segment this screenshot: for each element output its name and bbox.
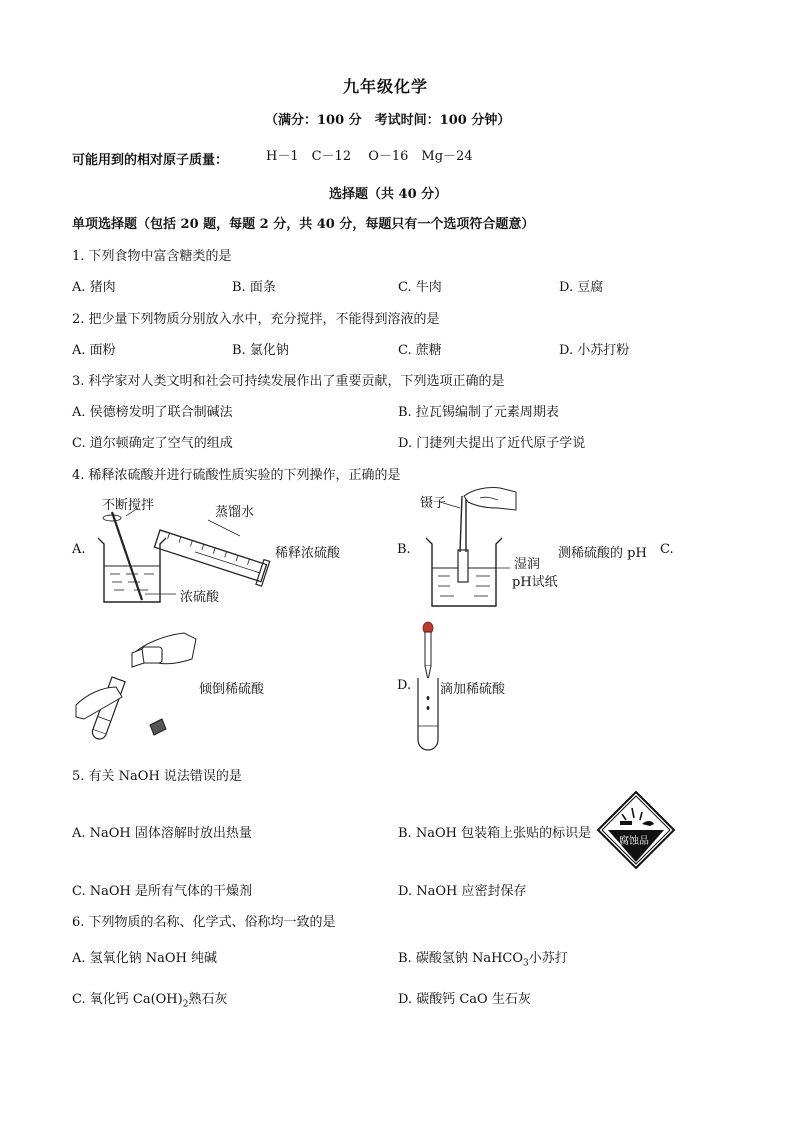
question-6-stem: 6. 下列物质的名称、化学式、俗称均一致的是 — [72, 915, 336, 930]
q6-c-subscript: 2 — [182, 999, 189, 1010]
q2-option-a[interactable]: A. 面粉 — [72, 343, 116, 358]
label-wet: 湿润 — [514, 557, 541, 572]
q6-c-common-name: 熟石灰 — [188, 992, 228, 1007]
q3-option-d[interactable]: D. 门捷列夫提出了近代原子学说 — [398, 436, 586, 451]
q5-option-b[interactable]: B. NaOH 包装箱上张贴的标识是 — [398, 826, 592, 841]
q6-b-subscript: 3 — [523, 958, 529, 969]
q4-b-caption: 测稀硫酸的 pH — [558, 546, 647, 561]
q1-option-b[interactable]: B. 面条 — [232, 280, 276, 295]
q2-option-c[interactable]: C. 蔗糖 — [398, 343, 442, 358]
q1-option-a[interactable]: A. 猪肉 — [72, 280, 116, 295]
q4-figure-c — [72, 625, 202, 745]
q4-c-caption: 倾倒稀硫酸 — [199, 682, 265, 697]
q5-option-d[interactable]: D. NaOH 应密封保存 — [398, 884, 527, 899]
q3-option-b[interactable]: B. 拉瓦锡编制了元素周期表 — [398, 405, 559, 420]
page-title: 九年级化学 — [343, 77, 429, 96]
atomic-mass-values: H－1 C－12 O－16 Mg－24 — [266, 149, 473, 164]
q4-option-c[interactable]: C. — [660, 542, 674, 557]
corrosive-hazard-icon — [596, 790, 676, 870]
label-distilled-water: 蒸馏水 — [215, 505, 255, 520]
q6-option-a[interactable]: A. 氢氧化钠 NaOH 纯碱 — [72, 951, 218, 966]
q4-option-d[interactable]: D. — [397, 678, 412, 693]
exam-info: （满分：100 分 考试时间：100 分钟） — [265, 113, 511, 128]
q6-b-common-name: 小苏打 — [528, 951, 568, 966]
q4-d-caption: 滴加稀硫酸 — [440, 682, 506, 697]
q1-option-d[interactable]: D. 豆腐 — [559, 280, 604, 295]
label-ph-paper: pH试纸 — [512, 575, 558, 590]
q6-option-b[interactable] — [398, 947, 568, 969]
q2-option-b[interactable]: B. 氯化钠 — [232, 343, 289, 358]
q5-option-a[interactable]: A. NaOH 固体溶解时放出热量 — [72, 826, 252, 841]
q4-a-caption: 稀释浓硫酸 — [275, 546, 341, 561]
q1-option-c[interactable]: C. 牛肉 — [398, 280, 442, 295]
section-title: 选择题（共 40 分） — [329, 187, 448, 202]
label-stirring: 不断搅拌 — [102, 498, 155, 513]
q4-option-a[interactable]: A. — [72, 542, 86, 557]
question-3-stem: 3. 科学家对人类文明和社会可持续发展作出了重要贡献，下列选项正确的是 — [72, 374, 505, 389]
question-5-stem: 5. 有关 NaOH 说法错误的是 — [72, 769, 242, 784]
hazard-label: 腐蚀品 — [619, 836, 649, 847]
q4-option-b[interactable]: B. — [397, 542, 411, 557]
q6-option-d[interactable]: D. 碳酸钙 CaO 生石灰 — [398, 992, 531, 1007]
label-tweezers: 镊子 — [420, 496, 447, 511]
q4-figure-d — [413, 620, 443, 752]
question-4-stem: 4. 稀释浓硫酸并进行硫酸性质实验的下列操作，正确的是 — [72, 468, 401, 483]
q5-option-c[interactable]: C. NaOH 是所有气体的干燥剂 — [72, 884, 253, 899]
label-concentrated-acid: 浓硫酸 — [180, 590, 220, 605]
q3-option-c[interactable]: C. 道尔顿确定了空气的组成 — [72, 436, 233, 451]
q6-c-text: C. 氧化钙 Ca(OH) — [72, 992, 183, 1007]
q6-option-c[interactable] — [72, 988, 227, 1010]
question-1-stem: 1. 下列食物中富含糖类的是 — [72, 249, 232, 264]
q2-option-d[interactable]: D. 小苏打粉 — [559, 343, 630, 358]
section-instruction: 单项选择题（包括 20 题，每题 2 分，共 40 分，每题只有一个选项符合题意） — [72, 217, 535, 232]
q3-option-a[interactable]: A. 侯德榜发明了联合制碱法 — [72, 405, 233, 420]
q6-b-text: B. 碳酸氢钠 NaHCO — [398, 951, 524, 966]
question-2-stem: 2. 把少量下列物质分别放入水中，充分搅拌，不能得到溶液的是 — [72, 312, 440, 327]
atomic-mass-label: 可能用到的相对原子质量： — [72, 153, 229, 168]
